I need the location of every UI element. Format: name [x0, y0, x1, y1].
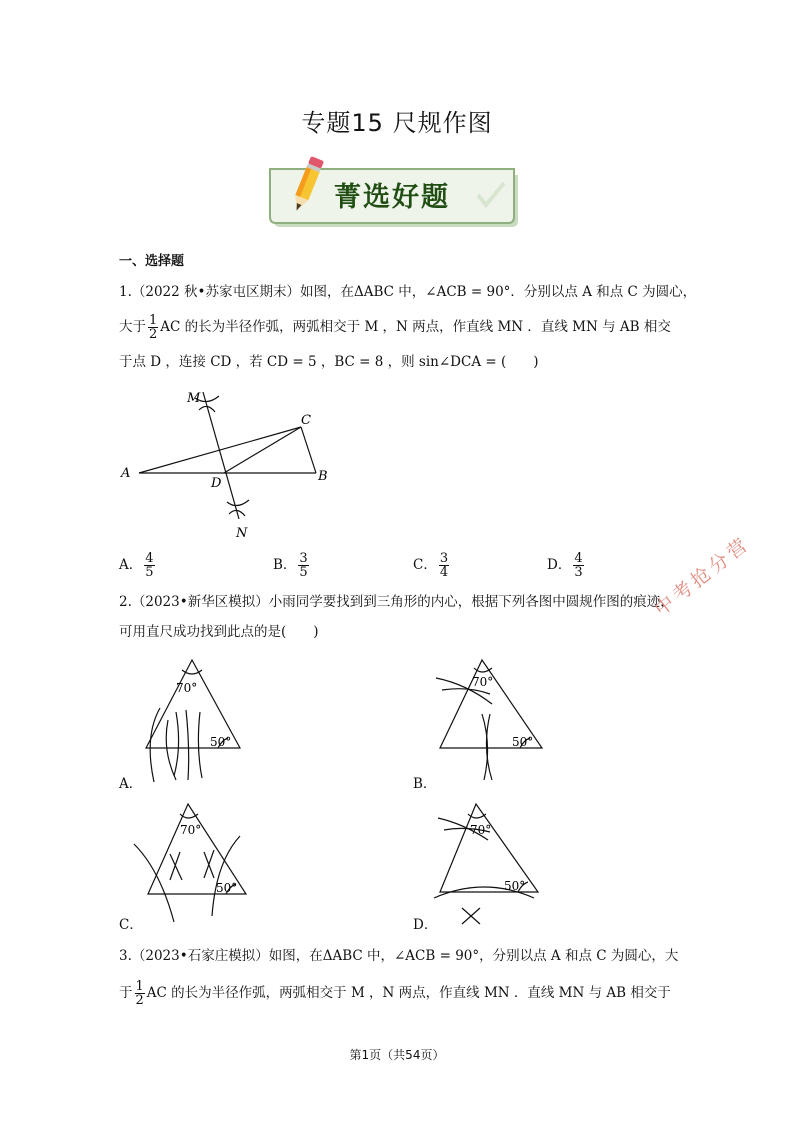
- q1-figure: [115, 384, 345, 544]
- q2-c-angle-top: 70°: [180, 823, 202, 837]
- q1-label-d: D: [211, 476, 222, 491]
- q3-line2-prefix: 于: [119, 985, 133, 1001]
- q2-c-angle-right: 50°: [216, 881, 238, 895]
- q1-option-a-num: 4: [145, 551, 154, 566]
- section-heading: 一、选择题: [119, 254, 185, 269]
- q2-option-b[interactable]: B．: [413, 776, 437, 792]
- q1-option-c-letter: C．: [413, 557, 437, 573]
- q1-option-d-letter: D．: [547, 557, 572, 573]
- q1-label-b: B: [318, 469, 328, 484]
- q2-b-angle-top: 70°: [472, 675, 494, 689]
- q2-option-c[interactable]: C．: [119, 917, 143, 933]
- q3-fraction: [135, 980, 145, 1007]
- q2-figure-b[interactable]: [426, 656, 556, 786]
- page-title: 专题15 尺规作图: [301, 109, 493, 137]
- watermark: 中考抢分营: [650, 532, 755, 621]
- q1-option-d-den: 3: [574, 565, 583, 580]
- q1-option-d-num: 4: [574, 551, 583, 566]
- q2-figure-a[interactable]: [130, 656, 250, 786]
- q2-line2: 可用直尺成功找到此点的是( ): [119, 624, 319, 640]
- q1-option-a-den: 5: [145, 565, 154, 580]
- q1-option-c-num: 3: [439, 551, 449, 566]
- q1-label-n: N: [236, 526, 248, 541]
- q1-fraction: [148, 314, 158, 341]
- banner-text: 菁选好题: [334, 182, 450, 213]
- q2-figure-c[interactable]: [130, 800, 260, 926]
- q1-option-d[interactable]: [547, 552, 586, 579]
- q1-arc-n1: [227, 500, 249, 506]
- q1-option-c[interactable]: [413, 552, 451, 579]
- q1-line2-prefix: 大于: [119, 319, 146, 335]
- q1-option-b-den: 5: [299, 565, 308, 580]
- q2-option-a[interactable]: A．: [119, 776, 143, 792]
- q1-option-b-num: 3: [299, 551, 308, 566]
- q1-line1: 1.（2022 秋•苏家屯区期末）如图，在ΔABC 中，∠ACB = 90°．分别以点 A 和点 C 为圆心，: [119, 284, 697, 300]
- q1-label-m: M: [187, 391, 201, 406]
- q1-line2: [119, 314, 671, 341]
- q1-segment-cd: [224, 427, 301, 473]
- q2-b-angle-right: 50°: [512, 735, 534, 749]
- q2-a-angle-top: 70°: [176, 681, 198, 695]
- q3-fraction-numerator: 1: [135, 979, 144, 994]
- q3-line2-suffix: AC 的长为半径作弧，两弧相交于 M ，N 两点，作直线 MN ．直线 MN 与 AB 相交于: [146, 985, 671, 1001]
- q3-fraction-denominator: 2: [135, 993, 144, 1008]
- q2-d-angle-top: 70°: [470, 823, 492, 837]
- section-banner: [268, 155, 526, 231]
- q2-option-d[interactable]: D．: [413, 917, 438, 933]
- q1-option-a[interactable]: [119, 552, 157, 579]
- q1-line2-suffix: AC 的长为半径作弧，两弧相交于 M ，N 两点，作直线 MN ．直线 MN 与 AB 相交: [160, 319, 671, 335]
- page-footer: 第1页（共54页）: [349, 1048, 445, 1062]
- q2-d-angle-right: 50°: [504, 879, 526, 893]
- q2-figure-d[interactable]: [426, 800, 556, 926]
- q1-label-a: A: [121, 466, 131, 481]
- pencil-icon: [286, 155, 330, 217]
- q1-option-c-den: 4: [439, 565, 449, 580]
- q2-line1: 2.（2023•新华区模拟）小雨同学要找到到三角形的内心，根据下列各图中圆规作图的痕迹，: [119, 594, 674, 610]
- q1-option-a-letter: A．: [119, 557, 143, 573]
- q1-fraction-numerator: 1: [149, 313, 158, 328]
- q1-line-mn: [203, 392, 239, 519]
- q1-option-b[interactable]: [273, 552, 311, 579]
- q3-line2: [119, 980, 671, 1007]
- q3-line1: 3.（2023•石家庄模拟）如图，在ΔABC 中，∠ACB = 90°，分别以点 A 和点 C 为圆心，大: [119, 948, 679, 964]
- q1-fraction-denominator: 2: [149, 327, 158, 342]
- q1-option-b-letter: B．: [273, 557, 297, 573]
- q1-label-c: C: [301, 413, 311, 428]
- q1-line3: 于点 D ，连接 CD ，若 CD = 5 ，BC = 8 ，则 sin∠DCA = ( ): [119, 354, 539, 370]
- q1-segment-cb: [301, 427, 316, 473]
- q2-a-angle-right: 50°: [210, 735, 232, 749]
